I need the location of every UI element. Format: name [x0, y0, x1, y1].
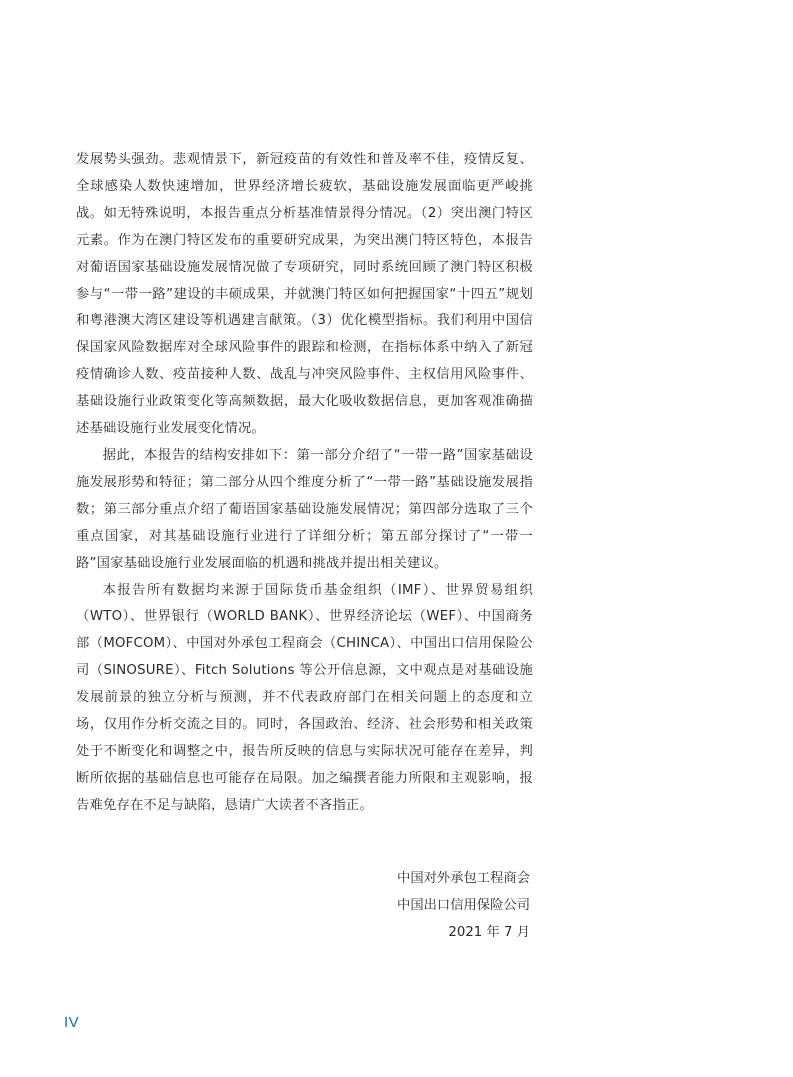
signature-org-chinca: 中国对外承包工程商会 [397, 871, 530, 886]
page-number: IV [64, 1014, 80, 1031]
signature-org-sinosure: 中国出口信用保险公司 [397, 897, 530, 913]
paragraph-continued: 发展势头强劲。悲观情景下，新冠疫苗的有效性和普及率不佳，疫情反复、全球感染人数快速增加，世界经济增长疲软，基础设施发展面临更严峻挑战。如无特殊说明，本报告重点分析基准情景得分情况。（2）突出澳门特区元素。作为在澳门特区发布的重要研究成果，为突出澳门特区特色，本报告对葡语国家基础设施发展情况做了专项研究，同时系统回顾了澳门特区积极参与“一带一路”建设的丰硕成果，并就澳门特区如何把握国家“十四五”规划和粤港澳大湾区建设等机遇建言献策。（3）优化模型指标。我们利用中国信保国家风险数据库对全球风险事件的跟踪和检测，在指标体系中纳入了新冠疫情确诊人数、疫苗接种人数、战乱与冲突风险事件、主权信用风险事件、基础设施行业政策变化等高频数据，最大化吸收数据信息，更加客观准确描述基础设施行业发展变化情况。 [76, 152, 533, 437]
signature-date: 2021 年 7 月 [448, 924, 530, 940]
paragraph-structure: 据此，本报告的结构安排如下：第一部分介绍了“一带一路”国家基础设施发展形势和特征；第二部分从四个维度分析了“一带一路”基础设施发展指数；第三部分重点介绍了葡语国家基础设施发展情况；第四部分选取了三个重点国家，对其基础设施行业进行了详细分析；第五部分探讨了“一带一路”国家基础设施行业发展面临的机遇和挑战并提出相关建议。 [76, 447, 533, 571]
body-text [76, 147, 533, 820]
paragraph-data-sources: 本报告所有数据均来源于国际货币基金组织（IMF）、世界贸易组织（WTO）、世界银行（WORLD BANK）、世界经济论坛（WEF）、中国商务部（MOFCOM）、中国对外承包工程商会（CHINCA）、中国出口信用保险公司（SINOSURE）、Fitch Solutions 等公开信息源，文中观点是对基础设施发展前景的独立分析与预测，并不代表政府部门在相关问题上的态度和立场，仅用作分析交流之目的。同时，各国政治、经济、社会形势和相关政策处于不断变化和调整之中，报告所反映的信息与实际状况可能存在差异，判断所依据的基础信息也可能存在局限。加之编撰者能力所限和主观影响，报告难免存在不足与缺陷，恳请广大读者不吝指正。 [76, 582, 533, 813]
signature-block [300, 866, 530, 947]
